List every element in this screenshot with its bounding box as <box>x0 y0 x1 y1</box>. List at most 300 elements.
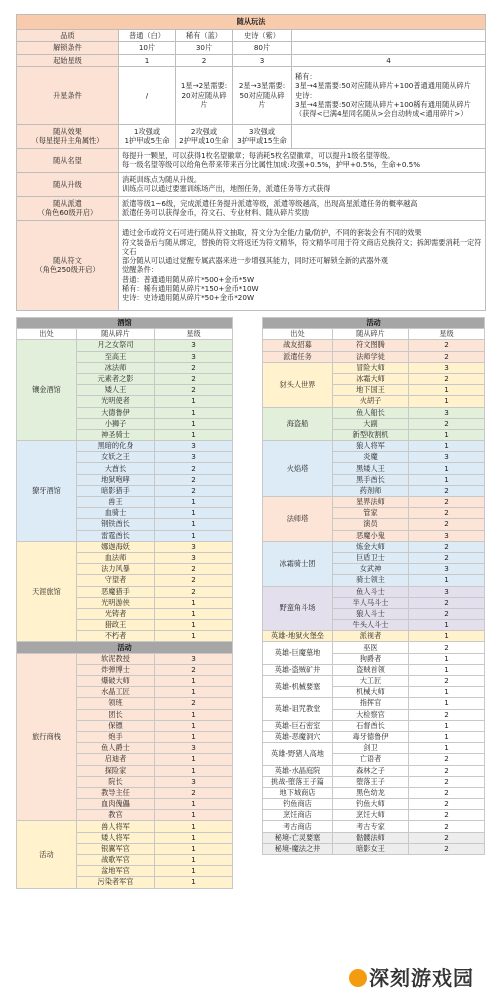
star-cell: 2 <box>155 463 233 474</box>
fragment-cell: 钢铁酋长 <box>77 519 155 530</box>
star-cell: 1 <box>155 508 233 519</box>
fragment-cell: 药剂师 <box>333 485 409 496</box>
fragment-cell: 盆地军官 <box>77 866 155 877</box>
star-cell: 1 <box>155 631 233 642</box>
source-cell: 法师塔 <box>263 497 333 542</box>
source-header: 出处 <box>263 329 333 340</box>
fragment-header: 随从碎片 <box>77 329 155 340</box>
section-title: 酒馆 <box>17 318 233 329</box>
star-cell: 1 <box>155 429 233 440</box>
source-cell: 英雄-水晶庭院 <box>263 765 333 776</box>
empty-cell <box>292 30 486 42</box>
source-cell: 挑战-堕落王子篇 <box>263 776 333 787</box>
star-cell: 1 <box>155 754 233 765</box>
star-cell: 2 <box>409 608 485 619</box>
fragment-cell: 教官 <box>77 810 155 821</box>
source-cell: 海盗船 <box>263 407 333 441</box>
fragment-cell: 守望者 <box>77 575 155 586</box>
fragment-cell: 战歌军官 <box>77 855 155 866</box>
star-cell: 1 <box>409 731 485 742</box>
column-header-row <box>263 329 485 340</box>
fragment-cell: 黑矮人王 <box>333 463 409 474</box>
fragment-cell: 炮手 <box>77 731 155 742</box>
follower-overview-table <box>16 14 486 311</box>
fragment-cell: 血骑士 <box>77 508 155 519</box>
fragment-cell: 巫医 <box>333 642 409 653</box>
fragment-cell: 堕落王子 <box>333 776 409 787</box>
upgrade-common: / <box>119 66 176 124</box>
star-cell: 3 <box>155 340 233 351</box>
watermark-text: 深刻游戏园 <box>369 966 474 990</box>
quality-label: 品质 <box>17 30 119 42</box>
star-cell: 3 <box>155 351 233 362</box>
upgrade-label: 升星条件 <box>17 66 119 124</box>
table-row <box>263 787 485 798</box>
source-cell: 英雄-野猪人高地 <box>263 743 333 765</box>
star-cell: 2 <box>409 485 485 496</box>
star-cell: 1 <box>409 575 485 586</box>
table-row <box>17 821 233 832</box>
table-row <box>263 407 485 418</box>
star-cell: 2 <box>155 385 233 396</box>
fragment-cell: 女妖之王 <box>77 452 155 463</box>
source-cell: 钓鱼商店 <box>263 799 333 810</box>
fragment-cell: 银翼军官 <box>77 843 155 854</box>
tavern-source-table <box>16 317 233 889</box>
star-cell: 1 <box>155 832 233 843</box>
star-cell: 2 <box>409 776 485 787</box>
star-cell: 3 <box>155 743 233 754</box>
fragment-cell: 水晶工匠 <box>77 687 155 698</box>
star-cell: 1 <box>155 709 233 720</box>
fragment-cell: 娜迦海妖 <box>77 541 155 552</box>
star-cell: 1 <box>155 396 233 407</box>
fragment-cell: 元素者之影 <box>77 373 155 384</box>
fragment-cell: 保镖 <box>77 720 155 731</box>
table-row <box>263 776 485 787</box>
star-cell: 3 <box>409 586 485 597</box>
star-cell: 1 <box>155 608 233 619</box>
star-cell: 2 <box>409 821 485 832</box>
star-cell: 1 <box>155 519 233 530</box>
star-cell: 1 <box>409 396 485 407</box>
fragment-header: 随从碎片 <box>333 329 409 340</box>
star-cell: 1 <box>155 676 233 687</box>
fragment-cell: 光铸者 <box>77 608 155 619</box>
fragment-cell: 巨盾卫士 <box>333 552 409 563</box>
table-row <box>263 731 485 742</box>
fragment-cell: 符文图腾 <box>333 340 409 351</box>
table-row <box>263 810 485 821</box>
star-cell: 1 <box>155 407 233 418</box>
quality-common: 普通（白） <box>119 30 176 42</box>
star-cell: 2 <box>409 642 485 653</box>
fragment-cell: 地下国王 <box>333 385 409 396</box>
quality-rare: 稀有（蓝） <box>176 30 233 42</box>
fragment-cell: 神圣骑士 <box>77 429 155 440</box>
star-rare: 2 <box>176 54 233 66</box>
star-cell: 1 <box>155 530 233 541</box>
source-cell: 豺头人世界 <box>263 362 333 407</box>
fragment-cell: 大工匠 <box>333 676 409 687</box>
star-cell: 2 <box>155 564 233 575</box>
fragment-cell: 狼人斗士 <box>333 608 409 619</box>
table-row <box>263 743 485 754</box>
source-cell: 英雄-恶魔洞穴 <box>263 731 333 742</box>
star-header: 星级 <box>409 329 485 340</box>
source-cell: 镶金酒馆 <box>17 340 77 441</box>
fragment-cell: 大酋长 <box>77 463 155 474</box>
star-cell: 2 <box>409 787 485 798</box>
table-row <box>263 821 485 832</box>
fragment-cell: 暗影女王 <box>333 843 409 854</box>
star-common: 1 <box>119 54 176 66</box>
star-cell: 1 <box>409 474 485 485</box>
start-star-label: 起始星级 <box>17 54 119 66</box>
star-cell: 2 <box>155 698 233 709</box>
star-cell: 2 <box>155 575 233 586</box>
fragment-cell: 不朽者 <box>77 631 155 642</box>
star-cell: 2 <box>155 474 233 485</box>
star-cell: 2 <box>155 664 233 675</box>
star-cell: 2 <box>409 709 485 720</box>
star-cell: 1 <box>409 698 485 709</box>
fragment-cell: 院长 <box>77 776 155 787</box>
star-cell: 1 <box>409 620 485 631</box>
fragment-cell: 牛头人斗士 <box>333 620 409 631</box>
fragment-cell: 冰霜大师 <box>333 373 409 384</box>
fragment-cell: 团长 <box>77 709 155 720</box>
table-row <box>263 631 485 642</box>
upgrade-extra: 稀有： 3星→4星需要:50对应随从碎片+100普通通用随从碎片 史诗： 3星→4星需要:50对应随从碎片+100稀有通用随从碎片 （获得<已满4星同名随从>会自动转成<通用碎片>） <box>292 66 486 124</box>
fame-text: 每提升一颗星，可以获得1枚名望徽章；每消耗5枚名望徽章，可以提升1级名望等级。 每一级名望等级可以给角色带来带来百分比属性加成:攻强+0.5%，护甲+0.5%，生命+0.5% <box>119 148 486 172</box>
unlock-common: 10片 <box>119 42 176 54</box>
source-cell: 派遣任务 <box>263 351 333 362</box>
star-cell: 2 <box>409 754 485 765</box>
fragment-cell: 炎魔 <box>333 452 409 463</box>
star-cell: 3 <box>409 564 485 575</box>
activity-source-table <box>262 317 485 855</box>
column-header-row <box>17 329 233 340</box>
star-cell: 2 <box>409 552 485 563</box>
star-cell: 1 <box>155 877 233 888</box>
site-watermark <box>347 962 474 991</box>
fragment-cell: 兽人将军 <box>77 821 155 832</box>
source-header: 出处 <box>17 329 77 340</box>
fragment-cell: 猎政王 <box>77 620 155 631</box>
fragment-cell: 大副 <box>333 418 409 429</box>
star-cell: 2 <box>409 810 485 821</box>
source-cell: 秘境-亡灵要塞 <box>263 832 333 843</box>
star-cell: 1 <box>409 653 485 664</box>
fragment-cell: 法师学徒 <box>333 351 409 362</box>
star-cell: 1 <box>155 418 233 429</box>
table-row <box>263 843 485 854</box>
star-cell: 1 <box>155 497 233 508</box>
source-cell: 活动 <box>17 821 77 888</box>
fragment-cell: 演员 <box>333 519 409 530</box>
fragment-cell: 矮人将军 <box>77 832 155 843</box>
fragment-cell: 考古专家 <box>333 821 409 832</box>
fragment-cell: 小狮子 <box>77 418 155 429</box>
fragment-cell: 黑暗的化身 <box>77 441 155 452</box>
fragment-cell: 石督酋长 <box>333 720 409 731</box>
star-cell: 1 <box>155 810 233 821</box>
star-cell: 1 <box>409 664 485 675</box>
unlock-rare: 30片 <box>176 42 233 54</box>
fragment-cell: 亡语者 <box>333 754 409 765</box>
star-cell: 2 <box>409 541 485 552</box>
fragment-cell: 剑卫 <box>333 743 409 754</box>
fragment-cell: 污染者军官 <box>77 877 155 888</box>
star-cell: 2 <box>409 418 485 429</box>
fragment-cell: 火胡子 <box>333 396 409 407</box>
section-title: 活动 <box>263 318 485 329</box>
star-header: 星级 <box>155 329 233 340</box>
star-cell: 1 <box>155 687 233 698</box>
star-max: 4 <box>292 54 486 66</box>
fragment-cell: 暗影猎手 <box>77 485 155 496</box>
star-cell: 3 <box>155 541 233 552</box>
star-cell: 3 <box>409 362 485 373</box>
fragment-cell: 狼人将军 <box>333 441 409 452</box>
star-cell: 3 <box>155 441 233 452</box>
source-cell: 獠牙酒馆 <box>17 441 77 542</box>
fragment-cell: 地狱咆哮 <box>77 474 155 485</box>
rune-text: 通过金币或符文石可进行随从符文抽取，符文分为全能/力量/防护，不同的套装会有不同的效果 符文装备后与随从绑定，替换的符文将返还为符文精华，符文精华可用于符文商店兑换符文；拆卸需要消耗一定符文石 部分随从可以通过觉醒专属武器来进一步增强其能力，同时还可解锁全新的武器外观 觉醒条件： 普通：普通通用随从碎片*500+金币*5W 稀有：稀有通用随从碎片*150+金币*10W 史诗：史诗通用随从碎片*50+金币*20W <box>119 220 486 310</box>
star-cell: 1 <box>409 385 485 396</box>
star-cell: 2 <box>409 597 485 608</box>
source-cell: 考古商店 <box>263 821 333 832</box>
star-cell: 1 <box>409 687 485 698</box>
star-cell: 1 <box>155 843 233 854</box>
source-cell: 英雄-盗贼矿井 <box>263 664 333 675</box>
upgrade-epic: 2星→3星需要: 50对应随从碎片 <box>233 66 292 124</box>
fragment-cell: 烹饪大师 <box>333 810 409 821</box>
fragment-cell: 冰法师 <box>77 362 155 373</box>
source-cell: 秘境-魔法之井 <box>263 843 333 854</box>
fragment-cell: 森林之子 <box>333 765 409 776</box>
fragment-cell: 冒险大师 <box>333 362 409 373</box>
fragment-cell: 至高王 <box>77 351 155 362</box>
fragment-cell: 黑色幼龙 <box>333 787 409 798</box>
star-cell: 2 <box>409 843 485 854</box>
fragment-cell: 炸弹博士 <box>77 664 155 675</box>
table-title: 随从玩法 <box>17 15 486 30</box>
star-cell: 1 <box>155 799 233 810</box>
effect-epic: 3攻强或 3护甲或15生命 <box>233 124 292 148</box>
source-cell: 英雄-机械要塞 <box>263 676 333 698</box>
star-cell: 2 <box>155 373 233 384</box>
section-title: 活动 <box>17 642 233 653</box>
fragment-cell: 恶魔猎手 <box>77 586 155 597</box>
table-row <box>263 765 485 776</box>
fragment-cell: 血肉傀儡 <box>77 799 155 810</box>
fragment-cell: 矮人王 <box>77 385 155 396</box>
source-cell: 英雄-巨魔墓地 <box>263 642 333 664</box>
star-cell: 2 <box>409 765 485 776</box>
star-epic: 3 <box>233 54 292 66</box>
table-row <box>263 642 485 653</box>
fragment-cell: 骑士领主 <box>333 575 409 586</box>
fragment-cell: 法力风暴 <box>77 564 155 575</box>
dispatch-text: 派遣等级1~6级，完成派遣任务提升派遣等级，派遣等级越高，出现高星派遣任务的概率越高 派遣任务可以获得金币，符文石、专业材料、随从碎片奖励 <box>119 196 486 220</box>
table-row <box>263 799 485 810</box>
star-cell: 1 <box>155 765 233 776</box>
dispatch-label: 随从派遣 （角色60级开启） <box>17 196 119 220</box>
star-cell: 2 <box>155 362 233 373</box>
table-row <box>263 676 485 687</box>
source-cell: 英雄-巨石密室 <box>263 720 333 731</box>
fragment-cell: 派视者 <box>333 631 409 642</box>
fragment-cell: 半人马斗士 <box>333 597 409 608</box>
fragment-cell: 狗爵者 <box>333 653 409 664</box>
star-cell: 2 <box>409 832 485 843</box>
star-cell: 1 <box>409 441 485 452</box>
levelup-text: 消耗训练点为随从升级。 训练点可以通过要塞训练场产出，地图任务，派遣任务等方式获得 <box>119 172 486 196</box>
star-cell: 2 <box>409 497 485 508</box>
star-cell: 2 <box>409 508 485 519</box>
fragment-cell: 鱼人爵士 <box>77 743 155 754</box>
table-row <box>263 586 485 597</box>
source-cell: 战友招募 <box>263 340 333 351</box>
table-row <box>17 441 233 452</box>
fragment-cell: 盗贼首领 <box>333 664 409 675</box>
empty-cell <box>292 124 486 148</box>
empty-cell <box>292 42 486 54</box>
table-row <box>17 340 233 351</box>
fragment-cell: 探险家 <box>77 765 155 776</box>
effect-rare: 2攻强或 2护甲或10生命 <box>176 124 233 148</box>
table-row <box>263 441 485 452</box>
source-cell: 地下城商店 <box>263 787 333 798</box>
star-cell: 1 <box>409 720 485 731</box>
fragment-cell: 鱼人船长 <box>333 407 409 418</box>
fragment-cell: 钓鱼大师 <box>333 799 409 810</box>
fragment-cell: 软泥教授 <box>77 653 155 664</box>
star-cell: 3 <box>409 452 485 463</box>
star-cell: 1 <box>155 620 233 631</box>
section-header <box>17 318 233 329</box>
quality-epic: 史诗（紫） <box>233 30 292 42</box>
star-cell: 2 <box>155 586 233 597</box>
fragment-cell: 大检察官 <box>333 709 409 720</box>
levelup-label: 随从升级 <box>17 172 119 196</box>
fragment-cell: 爆破大师 <box>77 676 155 687</box>
table-row <box>263 664 485 675</box>
star-cell: 3 <box>155 552 233 563</box>
fragment-cell: 血法师 <box>77 552 155 563</box>
effect-label: 随从效果 （每星提升主角属性） <box>17 124 119 148</box>
source-cell: 英雄-地狱火堡垒 <box>263 631 333 642</box>
source-cell: 火焰塔 <box>263 441 333 497</box>
source-cell: 天涯旅馆 <box>17 541 77 642</box>
fragment-cell: 月之女祭司 <box>77 340 155 351</box>
fragment-cell: 指挥官 <box>333 698 409 709</box>
table-row <box>263 698 485 709</box>
fragment-cell: 雷霆酋长 <box>77 530 155 541</box>
effect-common: 1攻强或 1护甲或5生命 <box>119 124 176 148</box>
source-cell: 旅行商栈 <box>17 653 77 821</box>
fame-label: 随从名望 <box>17 148 119 172</box>
star-cell: 1 <box>155 720 233 731</box>
fragment-cell: 女武神 <box>333 564 409 575</box>
section-header <box>263 318 485 329</box>
fragment-cell: 教导主任 <box>77 787 155 798</box>
source-cell: 英雄-诅咒教堂 <box>263 698 333 720</box>
table-row <box>263 340 485 351</box>
fragment-cell: 兽王 <box>77 497 155 508</box>
star-cell: 1 <box>409 429 485 440</box>
fragment-cell: 新型收割机 <box>333 429 409 440</box>
table-row <box>263 362 485 373</box>
fragment-cell: 毒牙德鲁伊 <box>333 731 409 742</box>
fragment-cell: 启迪者 <box>77 754 155 765</box>
fragment-cell: 领班 <box>77 698 155 709</box>
unlock-epic: 80片 <box>233 42 292 54</box>
section-header <box>17 642 233 653</box>
fragment-cell: 管家 <box>333 508 409 519</box>
fragment-cell: 大德鲁伊 <box>77 407 155 418</box>
unlock-label: 解锁条件 <box>17 42 119 54</box>
fragment-cell: 光明使者 <box>77 396 155 407</box>
star-cell: 1 <box>155 855 233 866</box>
watermark-logo-icon <box>349 969 367 987</box>
star-cell: 3 <box>155 452 233 463</box>
star-cell: 2 <box>409 519 485 530</box>
fragment-cell: 骷髅法师 <box>333 832 409 843</box>
table-row <box>263 497 485 508</box>
fragment-cell: 光明游侠 <box>77 597 155 608</box>
star-cell: 3 <box>409 530 485 541</box>
star-cell: 2 <box>409 340 485 351</box>
star-cell: 2 <box>409 373 485 384</box>
table-row <box>263 720 485 731</box>
star-cell: 2 <box>155 787 233 798</box>
table-row <box>263 832 485 843</box>
star-cell: 1 <box>155 597 233 608</box>
star-cell: 2 <box>409 676 485 687</box>
upgrade-rare: 1星→2星需要: 20对应随从碎片 <box>176 66 233 124</box>
star-cell: 1 <box>409 743 485 754</box>
star-cell: 1 <box>155 731 233 742</box>
star-cell: 2 <box>409 799 485 810</box>
star-cell: 1 <box>409 463 485 474</box>
star-cell: 3 <box>409 407 485 418</box>
fragment-cell: 炼金大师 <box>333 541 409 552</box>
fragment-cell: 机械大师 <box>333 687 409 698</box>
star-cell: 1 <box>155 821 233 832</box>
table-row <box>17 653 233 664</box>
source-cell: 冰霜骑士团 <box>263 541 333 586</box>
fragment-cell: 星界法师 <box>333 497 409 508</box>
rune-label: 随从符文 （角色250级开启） <box>17 220 119 310</box>
star-cell: 2 <box>155 485 233 496</box>
source-cell: 野蛮角斗场 <box>263 586 333 631</box>
fragment-cell: 黑手酋长 <box>333 474 409 485</box>
star-cell: 3 <box>155 776 233 787</box>
fragment-cell: 恶魔小鬼 <box>333 530 409 541</box>
star-cell: 3 <box>155 653 233 664</box>
table-row <box>263 541 485 552</box>
star-cell: 1 <box>409 631 485 642</box>
table-row <box>263 351 485 362</box>
star-cell: 2 <box>409 351 485 362</box>
table-row <box>17 541 233 552</box>
fragment-cell: 鱼人斗士 <box>333 586 409 597</box>
source-cell: 烹饪商店 <box>263 810 333 821</box>
star-cell: 1 <box>155 866 233 877</box>
